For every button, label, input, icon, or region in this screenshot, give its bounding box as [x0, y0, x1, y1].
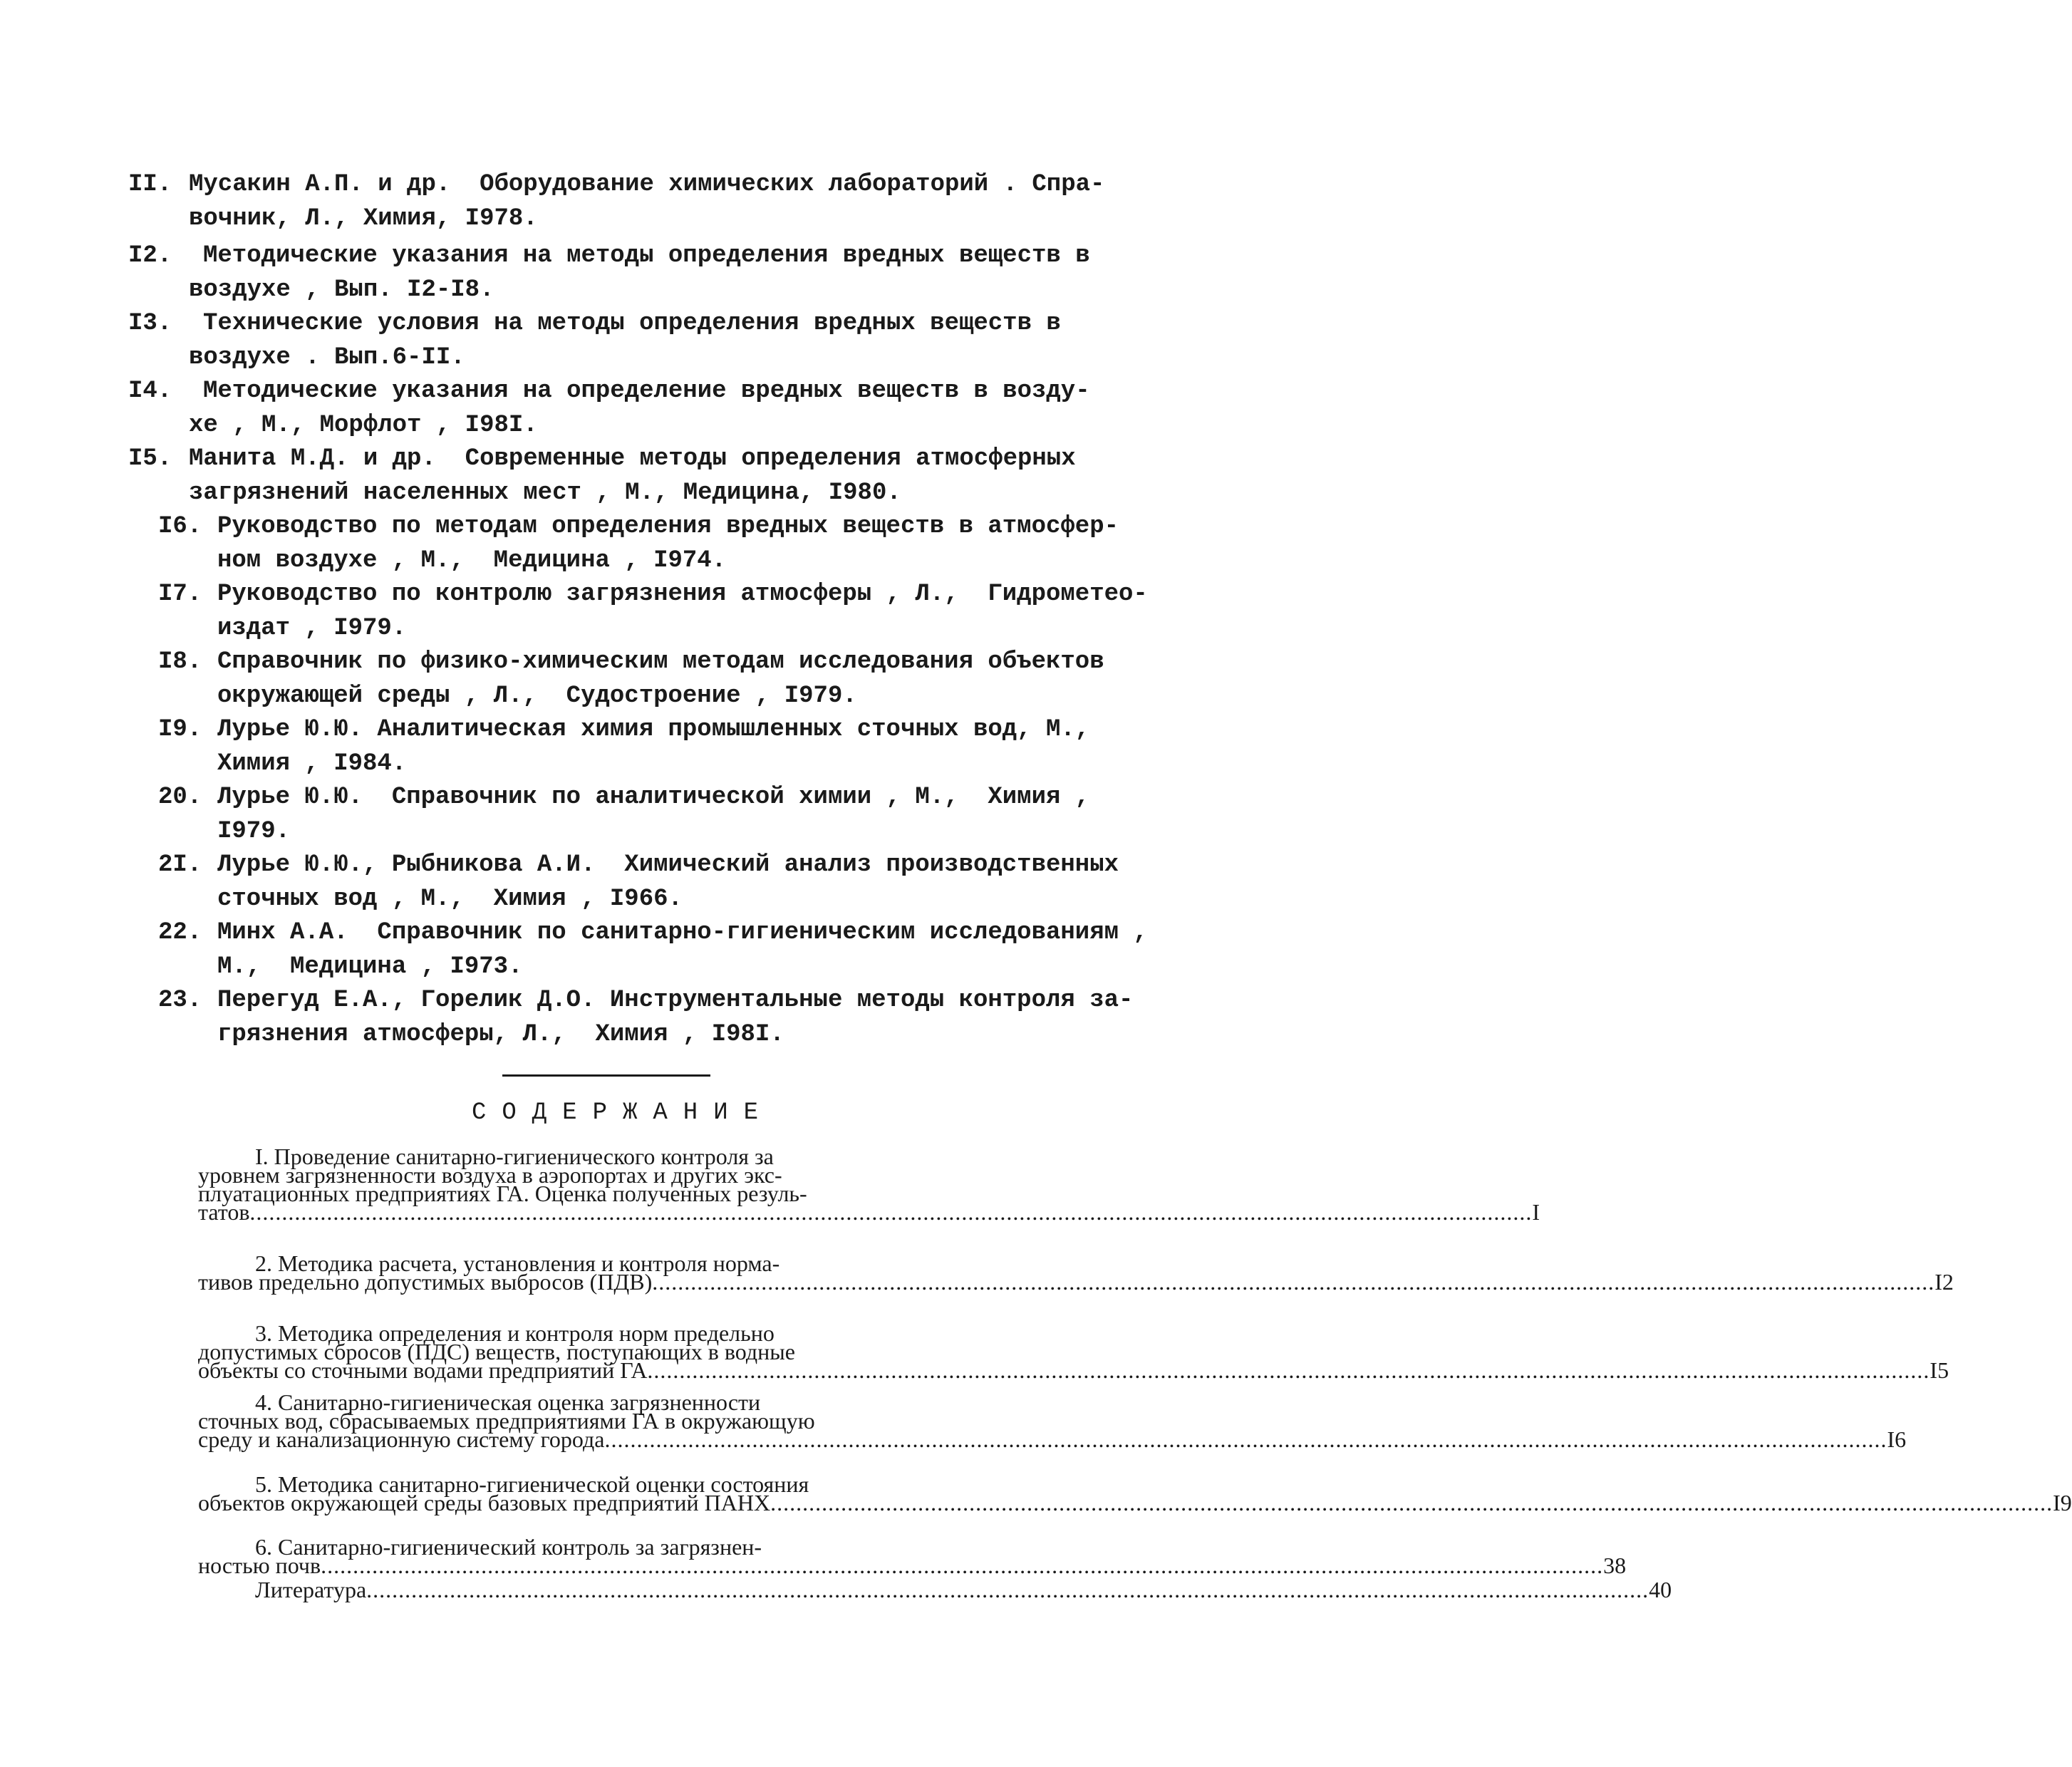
- toc-page-number: I6: [1887, 1426, 1907, 1452]
- leader-dots: ........................................................................................................................................................................................................: [604, 1426, 1887, 1452]
- leader-dots: ........................................................................................................................................................................................................: [366, 1577, 1649, 1602]
- toc-entry-line: сточных вод, сбрасываемых предприятиями ГА в окружающую: [198, 1408, 815, 1434]
- toc-entry[interactable]: [198, 1471, 2072, 1515]
- reference-text-line: ном воздухе , М., Медицина , I974.: [217, 547, 727, 574]
- reference-number: I5.: [128, 445, 172, 472]
- reference-number: I9.: [158, 716, 202, 743]
- toc-entry-last-line: [198, 1553, 1627, 1578]
- leader-dots: ........................................................................................................................................................................................................: [652, 1269, 1935, 1295]
- toc-entry-line: Литература: [255, 1577, 367, 1602]
- reference-text-line: воздухе . Вып.6-II.: [189, 344, 465, 371]
- reference-text-line: воздухе , Вып. I2-I8.: [189, 276, 494, 304]
- toc-entry[interactable]: [198, 1250, 1954, 1295]
- reference-text-line: издат , I979.: [217, 615, 407, 642]
- leader-dots: ........................................................................................................................................................................................................: [647, 1357, 1930, 1383]
- reference-text-line: Лурье Ю.Ю. Аналитическая химия промышленных сточных вод, М.,: [217, 716, 1090, 743]
- reference-text-line: загрязнений населенных мест , М., Медицина, I980.: [189, 480, 901, 507]
- reference-text-line: Технические условия на методы определения вредных веществ в: [203, 310, 1061, 337]
- reference-text-line: Руководство по контролю загрязнения атмосферы , Л., Гидрометео-: [217, 581, 1148, 608]
- toc-entry[interactable]: [198, 1144, 1540, 1225]
- reference-text-line: Химия , I984.: [217, 750, 407, 777]
- toc-entry-last-line: [198, 1357, 1949, 1383]
- reference-number: I6.: [158, 513, 202, 540]
- toc-entry-line: объектов окружающей среды базовых предприятий ПАНХ: [198, 1490, 771, 1515]
- toc-entry-line: 4. Санитарно-гигиеническая оценка загрязненности: [255, 1389, 761, 1415]
- reference-text-line: Методические указания на методы определения вредных веществ в: [203, 242, 1090, 269]
- toc-title: СОДЕРЖАНИЕ: [471, 1099, 775, 1126]
- leader-dots: ........................................................................................................................................................................................................: [770, 1490, 2053, 1515]
- reference-text-line: Перегуд Е.А., Горелик Д.О. Инструментальные методы контроля за-: [217, 987, 1134, 1014]
- leader-dots: ........................................................................................................................................................................................................: [321, 1553, 1604, 1578]
- toc-entry-last-line: [198, 1426, 1907, 1452]
- toc-entry-last-line: [198, 1199, 1540, 1225]
- toc-entry-line: уровнем загрязненности воздуха в аэропортах и других экс-: [198, 1162, 782, 1188]
- toc-entry-line: 5. Методика санитарно-гигиенической оценки состояния: [255, 1471, 809, 1497]
- reference-text-line: Методические указания на определение вредных веществ в возду-: [203, 378, 1090, 405]
- reference-number: 20.: [158, 784, 202, 811]
- reference-text-line: сточных вод , М., Химия , I966.: [217, 886, 683, 913]
- reference-text-line: Мусакин А.П. и др. Оборудование химических лабораторий . Спра-: [189, 171, 1105, 198]
- toc-entry-line: тивов предельно допустимых выбросов (ПДВ): [198, 1269, 653, 1295]
- toc-entry[interactable]: [198, 1389, 1907, 1452]
- reference-number: II.: [128, 171, 172, 198]
- reference-number: 22.: [158, 919, 202, 946]
- reference-text-line: вочник, Л., Химия, I978.: [189, 205, 538, 232]
- reference-number: 23.: [158, 987, 202, 1014]
- toc-entry-line: среду и канализационную систему города: [198, 1426, 605, 1452]
- toc-entry-line: 2. Методика расчета, установления и контроля норма-: [255, 1250, 780, 1276]
- toc-page-number: I9: [2053, 1490, 2072, 1515]
- toc-entry-last-line: [198, 1269, 1954, 1295]
- reference-text-line: Минх А.А. Справочник по санитарно-гигиеническим исследованиям ,: [217, 919, 1148, 946]
- reference-text-line: Манита М.Д. и др. Современные методы определения атмосферных: [189, 445, 1076, 472]
- section-divider: [502, 1074, 710, 1077]
- reference-text-line: Лурье Ю.Ю. Справочник по аналитической химии , М., Химия ,: [217, 784, 1090, 811]
- toc-page-number: I: [1532, 1199, 1540, 1225]
- reference-number: 2I.: [158, 851, 202, 879]
- reference-text-line: окружающей среды , Л., Судостроение , I979.: [217, 683, 857, 710]
- reference-text-line: Руководство по методам определения вредных веществ в атмосфер-: [217, 513, 1119, 540]
- reference-text-line: грязнения атмосферы, Л., Химия , I98I.: [217, 1021, 784, 1048]
- toc-page-number: I5: [1929, 1357, 1949, 1383]
- reference-number: I3.: [128, 310, 172, 337]
- leader-dots: ........................................................................................................................................................................................................: [249, 1199, 1533, 1225]
- reference-text-line: Справочник по физико-химическим методам исследования объектов: [217, 648, 1104, 675]
- toc-entry-line: 3. Методика определения и контроля норм предельно: [255, 1320, 775, 1346]
- reference-text-line: I979.: [217, 818, 291, 845]
- toc-entry[interactable]: [198, 1320, 1949, 1383]
- toc-entry-line: ностью почв: [198, 1553, 321, 1578]
- reference-number: I7.: [158, 581, 202, 608]
- toc-entry-line: объекты со сточными водами предприятий ГА: [198, 1357, 648, 1383]
- toc-entry-last-line: [198, 1490, 2072, 1515]
- reference-number: I4.: [128, 378, 172, 405]
- toc-entry-line: допустимых сбросов (ПДС) веществ, поступающих в водные: [198, 1339, 795, 1364]
- toc-entry[interactable]: [198, 1534, 1627, 1578]
- toc-entry[interactable]: [198, 1577, 1672, 1602]
- reference-number: I2.: [128, 242, 172, 269]
- reference-number: I8.: [158, 648, 202, 675]
- toc-page-number: I2: [1934, 1269, 1954, 1295]
- toc-entry-line: плуатационных предприятиях ГА. Оценка полученных резуль-: [198, 1181, 807, 1206]
- toc-entry-line: I. Проведение санитарно-гигиенического контроля за: [255, 1144, 774, 1169]
- reference-text-line: Лурье Ю.Ю., Рыбникова А.И. Химический анализ производственных: [217, 851, 1119, 879]
- toc-page-number: 38: [1603, 1553, 1627, 1578]
- toc-page-number: 40: [1649, 1577, 1672, 1602]
- reference-text-line: хе , М., Морфлот , I98I.: [189, 412, 538, 439]
- toc-entry-line: татов: [198, 1199, 250, 1225]
- toc-entry-line: 6. Санитарно-гигиенический контроль за загрязнен-: [255, 1534, 762, 1560]
- reference-text-line: М., Медицина , I973.: [217, 953, 523, 980]
- toc-entry-last-line: [198, 1577, 1672, 1602]
